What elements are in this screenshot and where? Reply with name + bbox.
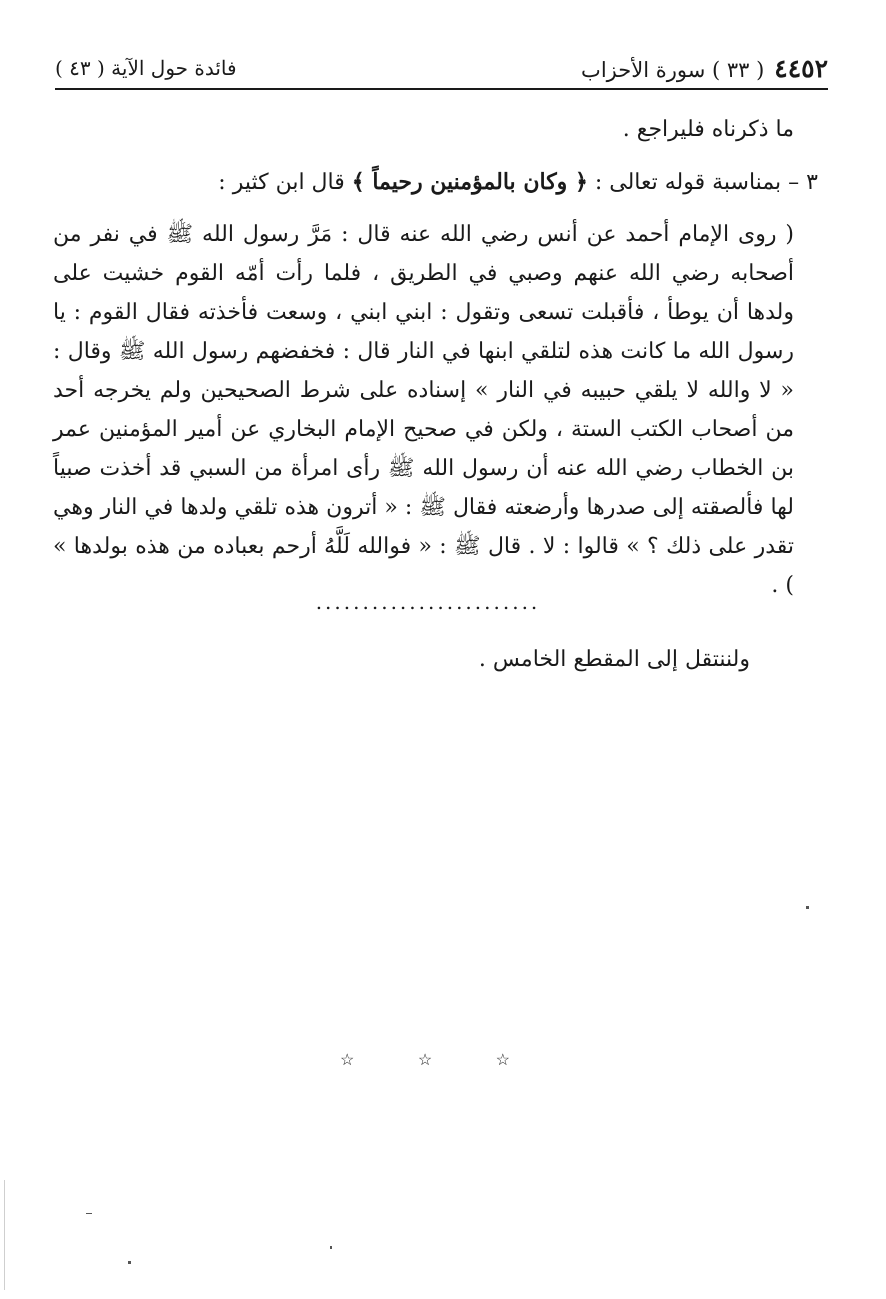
running-header [55,50,828,86]
page-number: ٤٤٥٢ [774,53,828,83]
section-title: فائدة حول الآية ( ٤٣ ) [55,56,237,80]
star-icon: ☆ [495,1050,510,1069]
surah-title: ( ٣٣ ) سورة الأحزاب [581,57,765,82]
point-number: ٣ – [788,170,818,195]
scan-speck [806,906,809,909]
hadith-paragraph: ( روى الإمام أحمد عن أنس رضي الله عنه قال : مَرَّ رسول الله ﷺ في نفر من أصحابه رضي الله عنهم وصبي في الطريق ، فلما رأت أمّه القوم خشيت على ولدها أن يوطأ ، فأقبلت تسعى وتقول : ابني ابني ، وسعت فأخذته فقال القوم : يا رسول الله ما كانت هذه لتلقي ابنها في النار قال : فخفضهم رسول الله ﷺ وقال : « لا والله لا يلقي حبيبه في النار » إسناده على شرط الصحيحين ولم يخرجه أحد من أصحاب الكتب الستة ، ولكن في صحيح الإمام البخاري عن أمير المؤمنين عمر بن الخطاب رضي الله عنه أن رسول الله ﷺ رأى امرأة من السبي قد أخذت صبياً لها فألصقته إلى صدرها وأرضعته فقال ﷺ : « أترون هذه تلقي ولدها في النار وهي تقدر على ذلك ؟ » قالوا : لا . قال ﷺ : « فوالله لَلَّهُ أرحم بعباده من هذه بولدها » ) . [53,222,795,598]
point-3-heading [55,162,818,203]
header-right [581,54,828,83]
quran-verse: ﴿ وكان بالمؤمنين رحيماً ﴾ [351,169,588,195]
header-rule [55,88,828,90]
point-tail: قال ابن كثير : [218,170,345,195]
intro-line: ما ذكرناه فليراجع . [622,117,794,142]
dotted-separator: ........................ [315,590,541,614]
star-ornament [340,1050,510,1069]
scan-speck [86,1213,92,1214]
star-icon: ☆ [340,1050,355,1069]
point-lead: بمناسبة قوله تعالى : [594,170,782,195]
scan-speck [330,1246,332,1249]
star-icon: ☆ [417,1050,433,1069]
scan-speck [128,1261,131,1264]
scan-edge [4,1180,5,1290]
closing-line: ولننتقل إلى المقطع الخامس . [478,647,750,672]
